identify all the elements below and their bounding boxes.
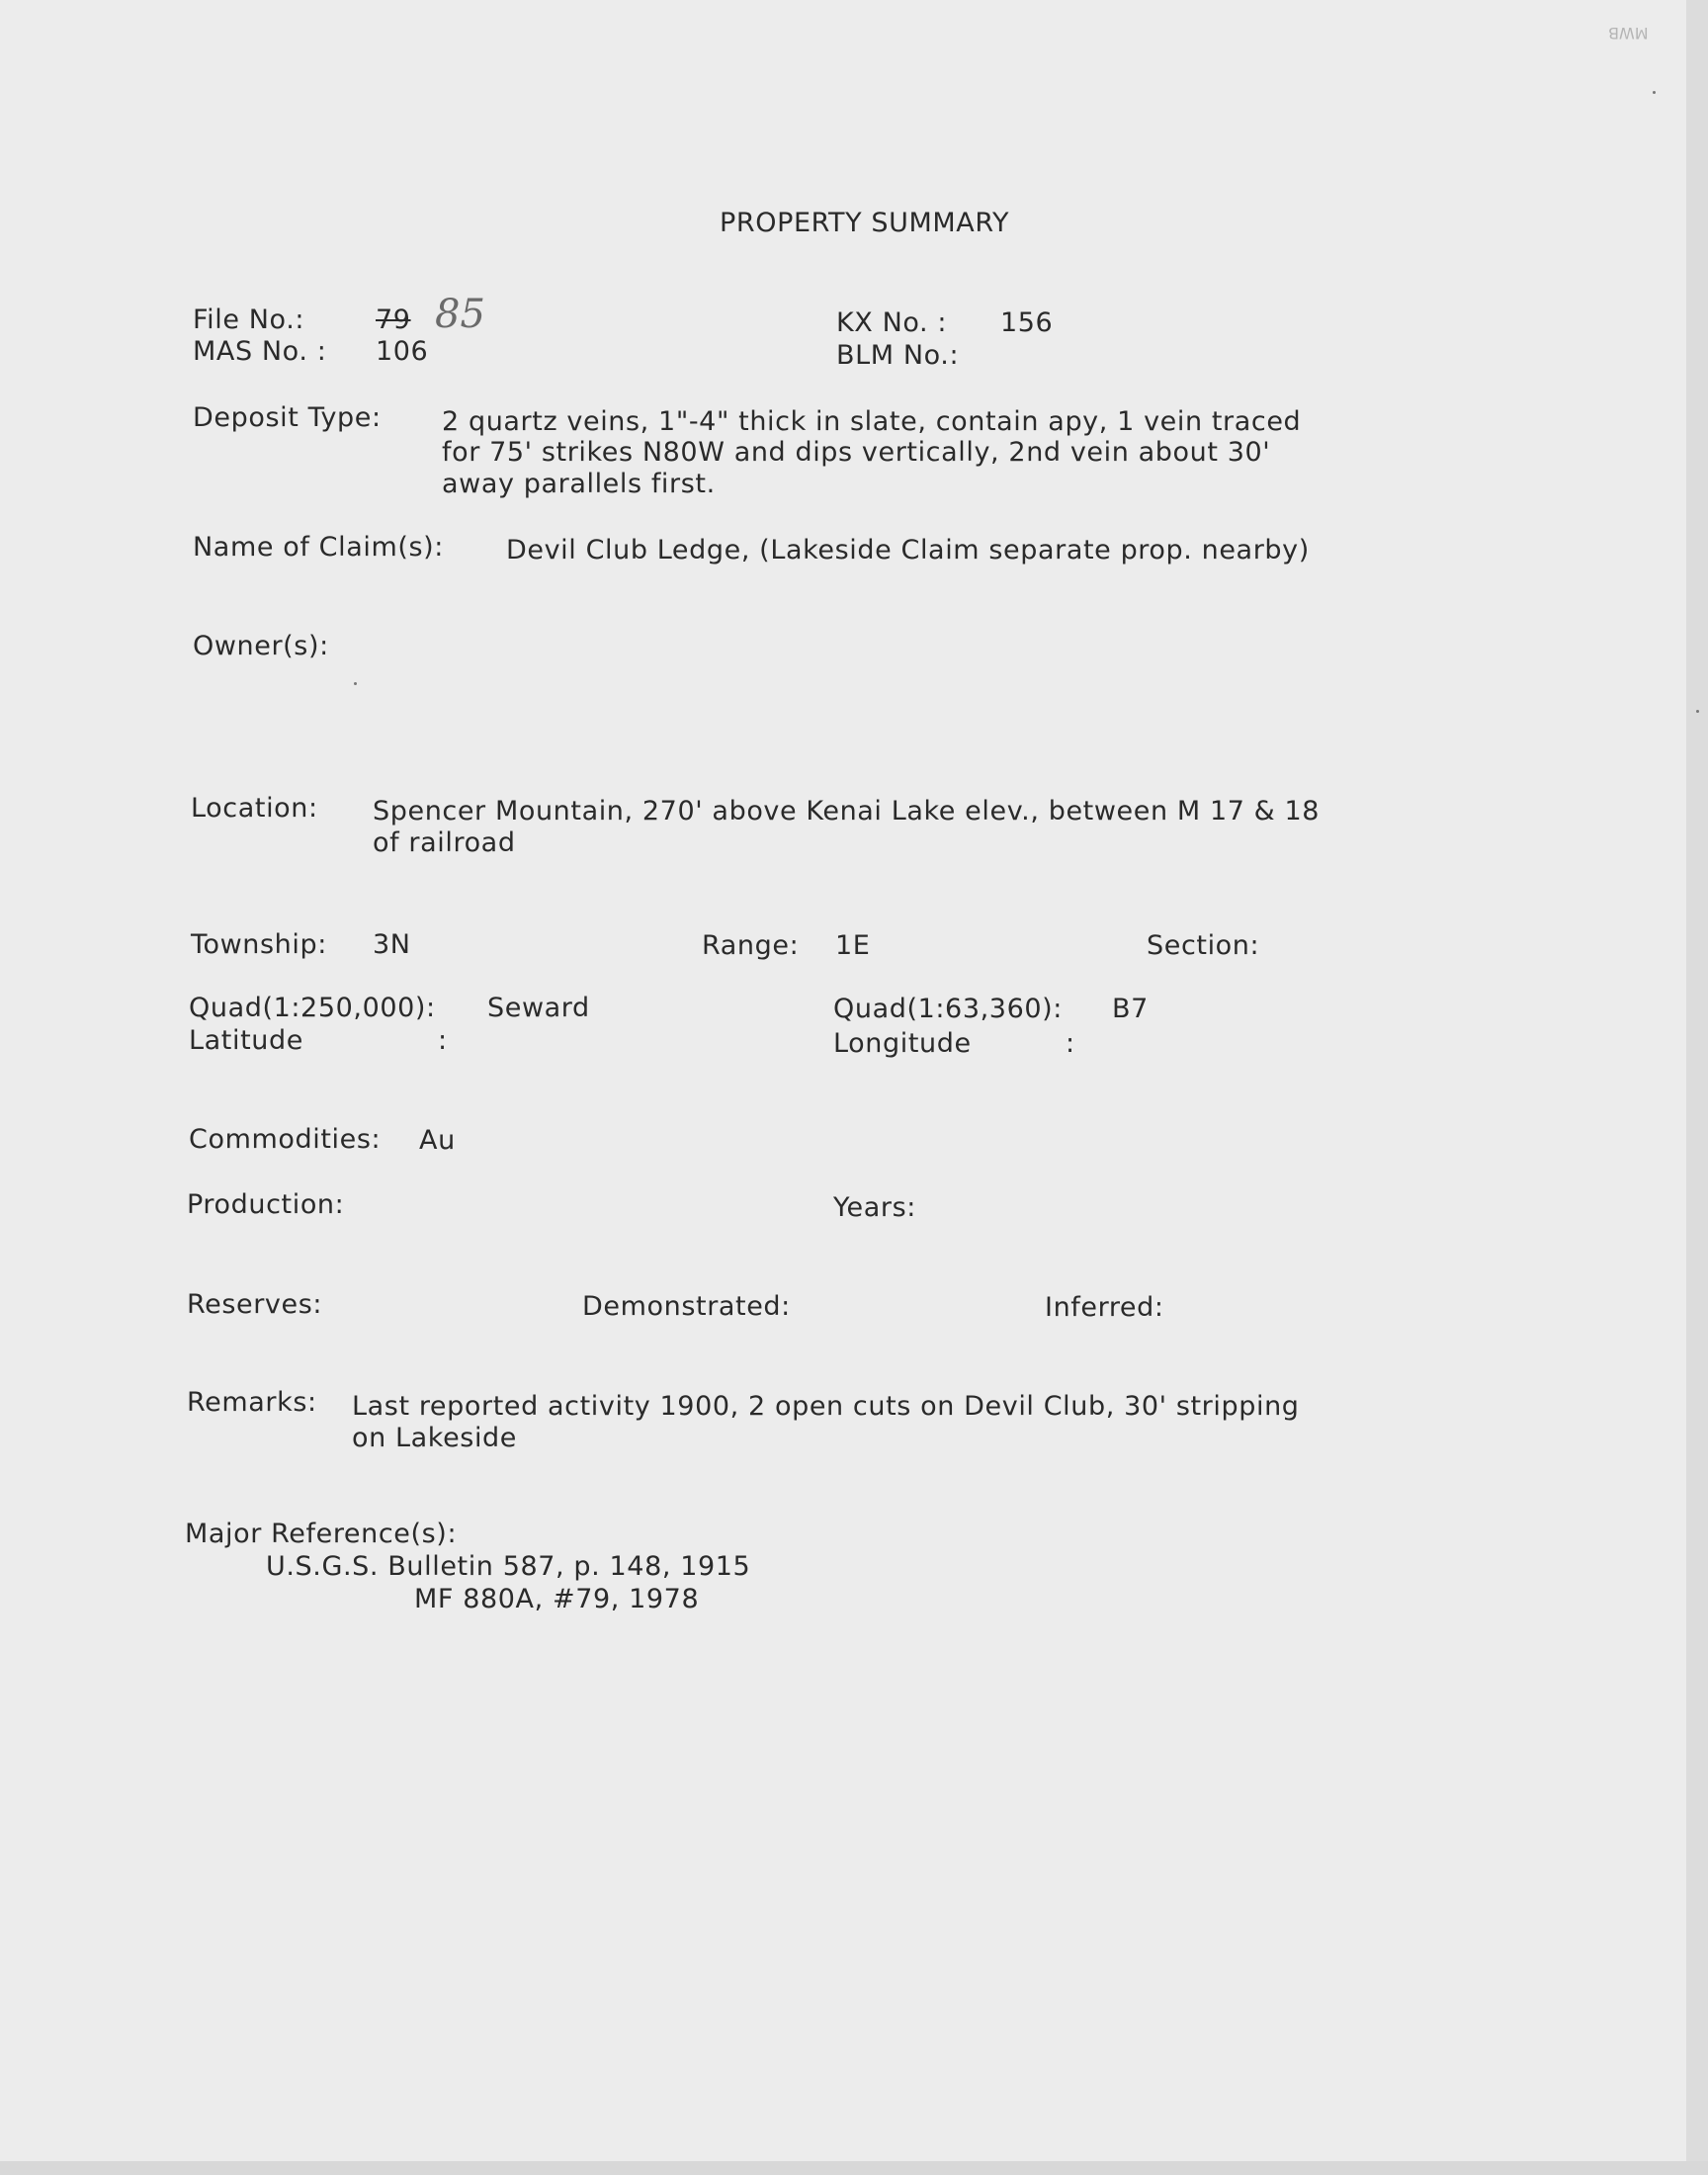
mas-no-label: MAS No. : bbox=[193, 336, 327, 367]
township-label: Township: bbox=[191, 929, 327, 960]
quad-250000-value: Seward bbox=[487, 993, 590, 1023]
mas-no-value: 106 bbox=[376, 336, 429, 367]
commodities-value: Au bbox=[419, 1125, 456, 1156]
longitude-colon: : bbox=[1066, 1028, 1075, 1059]
latitude-colon: : bbox=[438, 1025, 448, 1056]
kx-no-value: 156 bbox=[1000, 307, 1054, 338]
remarks-line: Last reported activity 1900, 2 open cuts on Devil Club, 30' stripping bbox=[352, 1391, 1300, 1422]
page-title: PROPERTY SUMMARY bbox=[720, 208, 1010, 238]
file-no-old-value: 79 bbox=[376, 304, 411, 335]
remarks-line: on Lakeside bbox=[352, 1423, 518, 1453]
location-line: of railroad bbox=[373, 827, 516, 858]
section-label: Section: bbox=[1147, 930, 1260, 961]
claims-label: Name of Claim(s): bbox=[193, 532, 444, 563]
file-no-label: File No.: bbox=[193, 304, 305, 335]
file-no-handwritten-value: 85 bbox=[435, 292, 485, 337]
corner-mark: MWB bbox=[1608, 24, 1649, 43]
deposit-type-label: Deposit Type: bbox=[193, 402, 382, 433]
production-label: Production: bbox=[187, 1189, 345, 1220]
years-label: Years: bbox=[833, 1192, 916, 1223]
demonstrated-label: Demonstrated: bbox=[582, 1291, 791, 1322]
speck bbox=[1653, 91, 1656, 94]
township-value: 3N bbox=[373, 929, 411, 960]
deposit-type-line: 2 quartz veins, 1"-4" thick in slate, contain apy, 1 vein traced bbox=[442, 406, 1302, 437]
owners-label: Owner(s): bbox=[193, 631, 329, 661]
remarks-label: Remarks: bbox=[187, 1387, 317, 1418]
latitude-label: Latitude bbox=[189, 1025, 303, 1056]
claims-value: Devil Club Ledge, (Lakeside Claim separate prop. nearby) bbox=[506, 535, 1310, 566]
range-value: 1E bbox=[835, 930, 871, 961]
references-label: Major Reference(s): bbox=[185, 1519, 458, 1549]
location-label: Location: bbox=[191, 793, 318, 824]
reference-line: U.S.G.S. Bulletin 587, p. 148, 1915 bbox=[266, 1551, 751, 1582]
scan-edge-right bbox=[1686, 0, 1708, 2175]
longitude-label: Longitude bbox=[833, 1028, 972, 1059]
reference-line: MF 880A, #79, 1978 bbox=[414, 1584, 700, 1614]
inferred-label: Inferred: bbox=[1045, 1292, 1164, 1323]
deposit-type-line: for 75' strikes N80W and dips vertically, 2nd vein about 30' bbox=[442, 437, 1271, 468]
blm-no-label: BLM No.: bbox=[836, 340, 960, 371]
deposit-type-line: away parallels first. bbox=[442, 469, 716, 499]
quad-250000-label: Quad(1:250,000): bbox=[189, 993, 436, 1023]
location-line: Spencer Mountain, 270' above Kenai Lake elev., between M 17 & 18 bbox=[373, 796, 1321, 826]
commodities-label: Commodities: bbox=[189, 1124, 382, 1155]
range-label: Range: bbox=[702, 930, 800, 961]
quad-63360-label: Quad(1:63,360): bbox=[833, 994, 1063, 1024]
scan-edge-bottom bbox=[0, 2161, 1708, 2175]
quad-63360-value: B7 bbox=[1112, 994, 1149, 1024]
reserves-label: Reserves: bbox=[187, 1289, 323, 1320]
kx-no-label: KX No. : bbox=[836, 307, 948, 338]
speck bbox=[354, 682, 357, 685]
speck bbox=[1696, 710, 1699, 713]
